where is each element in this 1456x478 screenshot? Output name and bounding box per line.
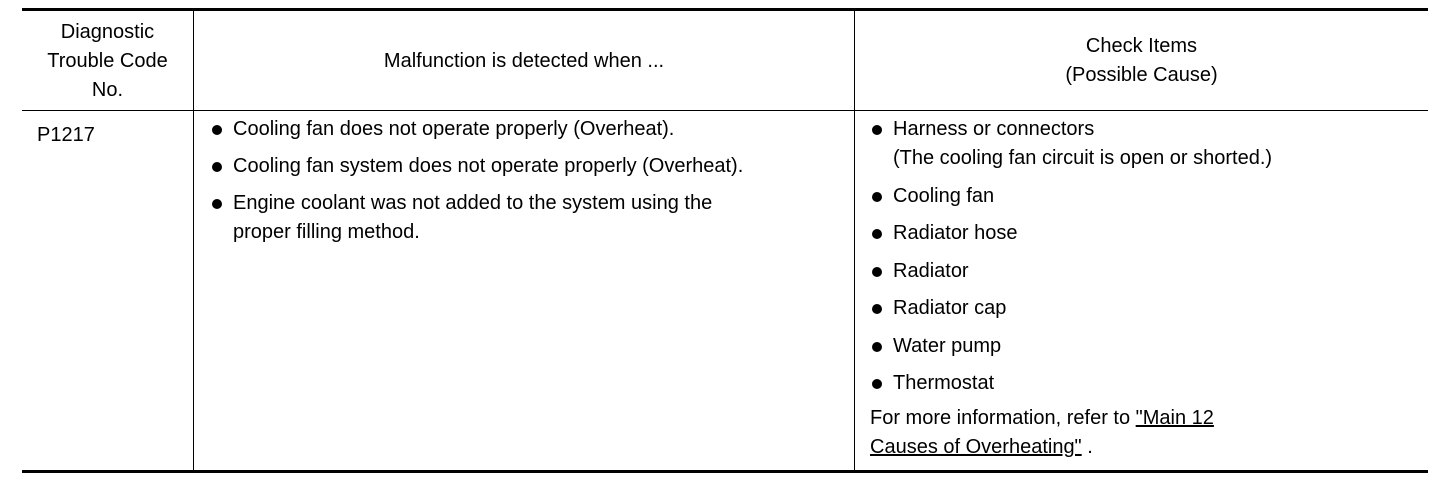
list-item: [870, 257, 1420, 286]
dtc-table: [22, 8, 1428, 473]
bullet-icon: [872, 125, 882, 135]
bullet-icon: [872, 304, 882, 314]
overheating-causes-link[interactable]: Causes of Overheating": [870, 435, 1082, 458]
bullet-icon: [212, 125, 222, 135]
more-info-text: [870, 404, 1420, 462]
list-item: [870, 182, 1420, 211]
header-dtc-line: Diagnostic: [60, 20, 155, 43]
check-items-list: [870, 115, 1420, 398]
overheating-causes-link[interactable]: "Main 12: [1135, 406, 1214, 429]
check-item-text: Water pump: [893, 334, 1002, 357]
header-check-line: (Possible Cause): [1065, 64, 1218, 86]
header-dtc-number: [22, 11, 193, 111]
malfunction-list: [210, 115, 850, 247]
more-info-suffix: .: [1081, 435, 1093, 458]
check-item-text: Cooling fan: [893, 184, 995, 207]
check-items-cell: [870, 115, 1420, 462]
malfunction-text: Cooling fan does not operate properly (Overheat).: [233, 118, 675, 140]
malfunction-cell: [210, 115, 850, 255]
check-item-text: Harness or connectors: [893, 118, 1095, 140]
column-divider: [854, 11, 855, 470]
list-item: [210, 189, 850, 247]
header-malfunction-text: Malfunction is detected when ...: [383, 49, 665, 72]
column-divider: [193, 11, 194, 470]
bullet-icon: [212, 199, 222, 209]
malfunction-text: Cooling fan system does not operate properly (Overheat).: [233, 155, 744, 177]
header-malfunction: [194, 11, 854, 111]
header-dtc-line: Trouble Code: [47, 49, 168, 72]
check-item-note: (The cooling fan circuit is open or shorted.): [893, 147, 1273, 169]
list-item: [210, 152, 850, 181]
more-info-prefix: For more information, refer to: [870, 406, 1136, 429]
malfunction-text: Engine coolant was not added to the system using the: [233, 192, 713, 214]
bullet-icon: [212, 162, 222, 172]
list-item: [870, 369, 1420, 398]
header-check-line: Check Items: [1085, 35, 1198, 57]
list-item: [870, 294, 1420, 323]
list-item: [870, 332, 1420, 361]
bullet-icon: [872, 342, 882, 352]
check-item-text: Radiator: [893, 259, 969, 282]
dtc-code: P1217: [37, 124, 95, 146]
check-item-text: Radiator cap: [893, 297, 1007, 319]
list-item: [870, 219, 1420, 248]
check-item-text: Radiator hose: [893, 222, 1018, 244]
table-header-row: [22, 11, 1428, 111]
list-item: [210, 115, 850, 144]
header-dtc-line: No.: [91, 78, 124, 101]
malfunction-text: proper filling method.: [233, 221, 420, 243]
header-check-items: [855, 11, 1428, 111]
list-item: [870, 115, 1420, 173]
bullet-icon: [872, 267, 882, 277]
bullet-icon: [872, 379, 882, 389]
bullet-icon: [872, 229, 882, 239]
bullet-icon: [872, 192, 882, 202]
check-item-text: Thermostat: [893, 372, 995, 394]
